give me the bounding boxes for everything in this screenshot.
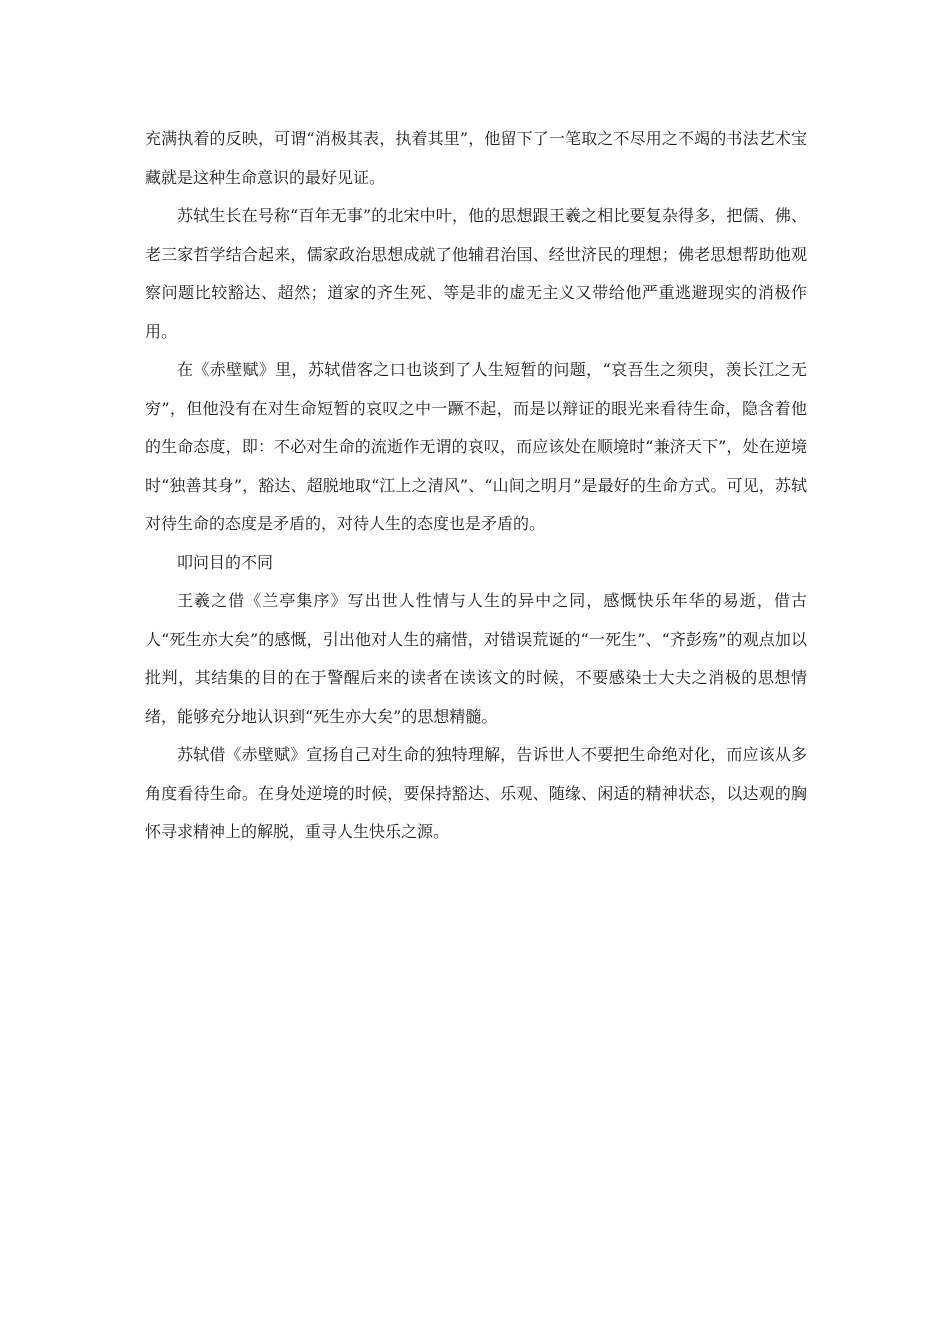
paragraph-chibi-fu: 在《赤壁赋》里，苏轼借客之口也谈到了人生短暂的问题，“哀吾生之须臾，羡长江之无穷”，但他没有在对生命短暂的哀叹之中一蹶不起，而是以辩证的眼光来看待生命，隐含着他的生命态度，即：不必对生命的流逝作无谓的哀叹，而应该处在顺境时“兼济天下”，处在逆境时“独善其身”，豁达、超脱地取“江上之清风”、“山间之明月”是最好的生命方式。可见，苏轼对待生命的态度是矛盾的，对待人生的态度也是矛盾的。 [145, 360, 807, 533]
paragraph-lanting-purpose: 王羲之借《兰亭集序》写出世人性情与人生的异中之同，感慨快乐年华的易逝，借古人“死生亦大矣”的感慨，引出他对人生的痛惜，对错误荒诞的“一死生”、“齐彭殇”的观点加以批判，其结集的目的在于警醒后来的读者在读该文的时候，不要感染士大夫之消极的思想情绪，能够充分地认识到“死生亦大矣”的思想精髓。 [145, 591, 807, 726]
paragraph-continuation: 充满执着的反映，可谓“消极其表，执着其里”，他留下了一笔取之不尽用之不竭的书法艺术宝藏就是这种生命意识的最好见证。 [145, 129, 807, 187]
paragraph-su-shi-thought: 苏轼生长在号称“百年无事”的北宋中叶，他的思想跟王羲之相比要复杂得多，把儒、佛、老三家哲学结合起来，儒家政治思想成就了他辅君治国、经世济民的理想；佛老思想帮助他观察问题比较豁达、超然；道家的齐生死、等是非的虚无主义又带给他严重逃避现实的消极作用。 [145, 206, 807, 341]
section-heading: 叩问目的不同 [177, 552, 274, 572]
document-body [145, 120, 807, 852]
paragraph-chibi-purpose: 苏轼借《赤壁赋》宣扬自己对生命的独特理解，告诉世人不要把生命绝对化，而应该从多角度看待生命。在身处逆境的时候，要保持豁达、乐观、随缘、闲适的精神状态，以达观的胸怀寻求精神上的解脱，重寻人生快乐之源。 [145, 745, 807, 841]
